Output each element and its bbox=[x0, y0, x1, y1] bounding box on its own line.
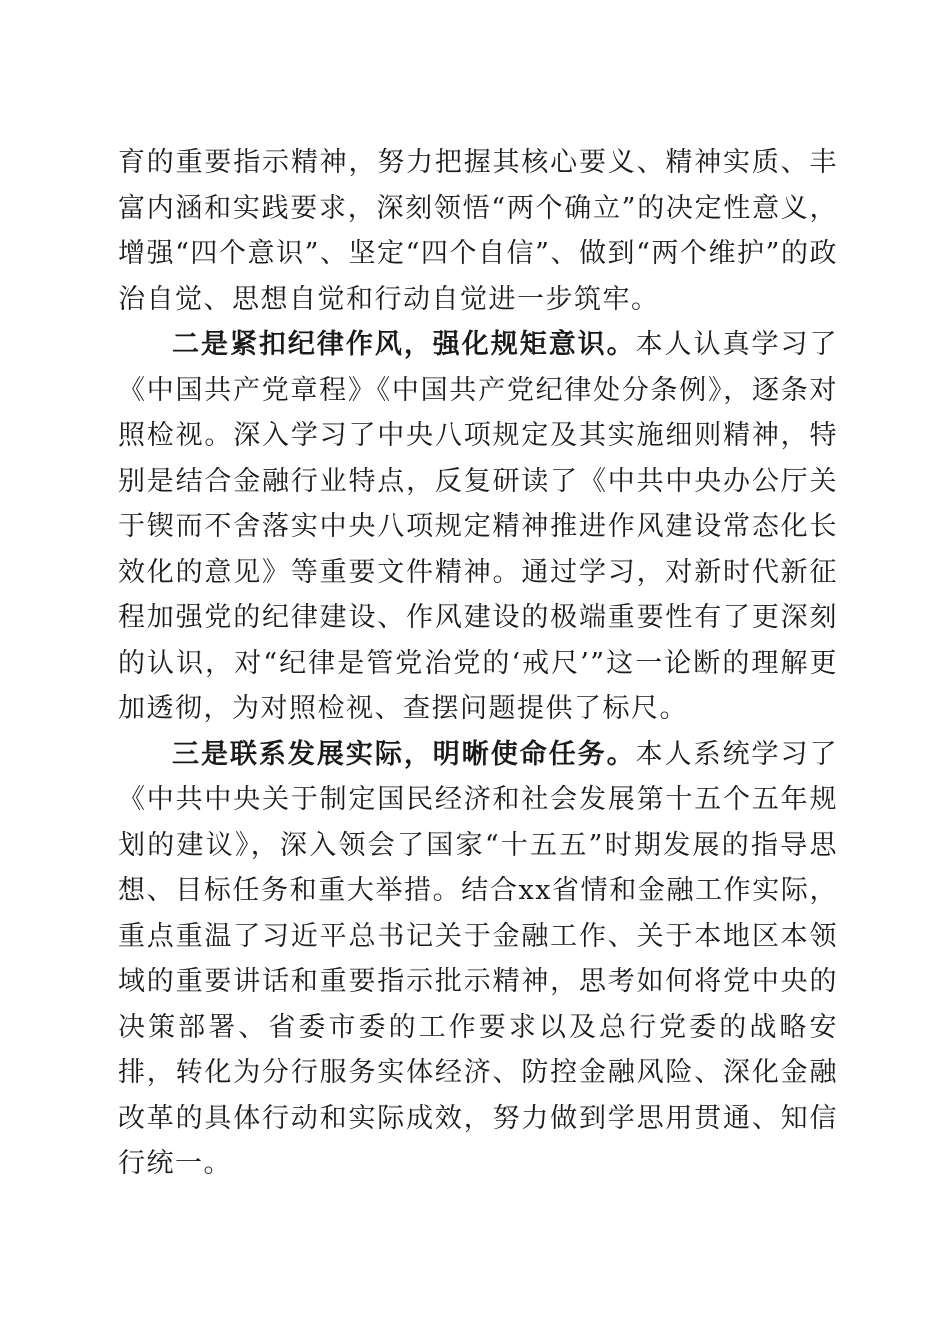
paragraph-lead: 三是联系发展实际，明晰使命任务。 bbox=[172, 738, 636, 770]
paragraph-development-mission bbox=[118, 732, 838, 1187]
paragraph-lead: 二是紧扣纪律作风，强化规矩意识。 bbox=[172, 329, 636, 360]
paragraph-continuation bbox=[118, 140, 838, 322]
document-body bbox=[118, 140, 838, 1187]
paragraph-body: 本人系统学习了《中共中央关于制定国民经济和社会发展第十五个五年规划的建议》，深入领会了国家“十五五”时期发展的指导思想、目标任务和重大举措。结合xx省情和金融工作实际，重点重温了习近平总书记关于金融工作、关于本地区本领域的重要讲话和重要指示批示精神，思考如何将党中央的决策部署、省委市委的工作要求以及总行党委的战略安排，转化为分行服务实体经济、防控金融风险、深化金融改革的具体行动和实际成效，努力做到学思用贯通、知信行统一。 bbox=[118, 738, 839, 1179]
paragraph-discipline-style bbox=[118, 322, 838, 732]
paragraph-body: 育的重要指示精神，努力把握其核心要义、精神实质、丰富内涵和实践要求，深刻领悟“两个确立”的决定性意义，增强“四个意识”、坚定“四个自信”、做到“两个维护”的政治自觉、思想自觉和行动自觉进一步筑牢。 bbox=[118, 147, 838, 315]
paragraph-body: 本人认真学习了《中国共产党章程》《中国共产党纪律处分条例》，逐条对照检视。深入学习了中央八项规定及其实施细则精神，特别是结合金融行业特点，反复研读了《中共中央办公厅关于锲而不舍落实中央八项规定精神推进作风建设常态化长效化的意见》等重要文件精神。通过学习，对新时代新征程加强党的纪律建设、作风建设的极端重要性有了更深刻的认识，对“纪律是管党治党的‘戒尺’”这一论断的理解更加透彻，为对照检视、查摆问题提供了标尺。 bbox=[118, 329, 839, 724]
